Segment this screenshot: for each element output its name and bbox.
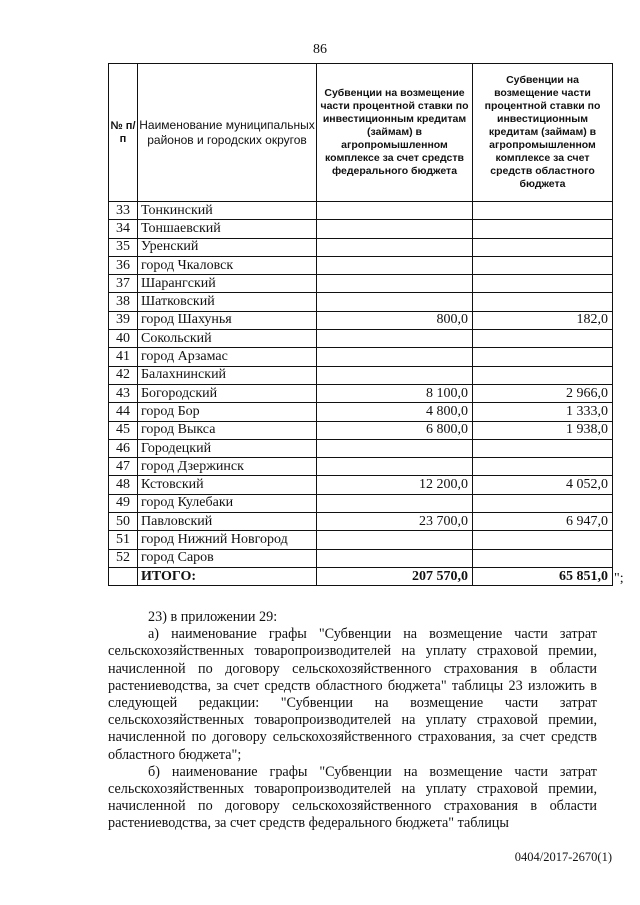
cell-number: 44 [109, 403, 138, 421]
cell-regional-value [473, 330, 613, 348]
cell-number: 33 [109, 202, 138, 220]
cell-federal-value: 800,0 [317, 311, 473, 329]
cell-regional-value [473, 275, 613, 293]
table-row [109, 494, 613, 512]
header-municipality-name: Наименование муниципальных районов и городских округов [138, 64, 317, 202]
header-federal-subsidy: Субвенции на возмещение части процентной ставки по инвестиционным кредитам (займам) в агропромышленном комплексе за счет средств федерального бюджета [317, 64, 473, 202]
cell-number: 42 [109, 366, 138, 384]
total-cell-number [109, 567, 138, 585]
cell-number: 50 [109, 513, 138, 531]
cell-federal-value [317, 494, 473, 512]
cell-municipality: город Кулебаки [138, 494, 317, 512]
cell-federal-value [317, 220, 473, 238]
amendment-paragraph: 23) в приложении 29: [148, 609, 278, 625]
cell-number: 51 [109, 531, 138, 549]
table-row [109, 330, 613, 348]
cell-number: 43 [109, 384, 138, 402]
cell-regional-value [473, 293, 613, 311]
cell-federal-value [317, 293, 473, 311]
table-row [109, 202, 613, 220]
table-row [109, 220, 613, 238]
cell-regional-value: 6 947,0 [473, 513, 613, 531]
cell-federal-value [317, 439, 473, 457]
table-row [109, 531, 613, 549]
cell-municipality: город Бор [138, 403, 317, 421]
page-number: 86 [313, 42, 327, 57]
amendment-paragraph: б) наименование графы "Субвенции на возмещение части затрат сельскохозяйственных товаропроизводителей на уплату страховой премии, начисленной по договору сельскохозяйственного страхования в области растениеводства, за счет средств федерального бюджета" таблицы [108, 763, 597, 832]
table-row [109, 348, 613, 366]
table-row [109, 421, 613, 439]
cell-municipality: Городецкий [138, 439, 317, 457]
cell-federal-value: 8 100,0 [317, 384, 473, 402]
cell-regional-value: 4 052,0 [473, 476, 613, 494]
cell-regional-value [473, 202, 613, 220]
cell-number: 40 [109, 330, 138, 348]
cell-municipality: Тоншаевский [138, 220, 317, 238]
cell-municipality: город Арзамас [138, 348, 317, 366]
cell-municipality: город Нижний Новгород [138, 531, 317, 549]
cell-number: 37 [109, 275, 138, 293]
cell-federal-value [317, 238, 473, 256]
cell-number: 46 [109, 439, 138, 457]
cell-municipality: Сокольский [138, 330, 317, 348]
cell-federal-value [317, 531, 473, 549]
cell-federal-value: 6 800,0 [317, 421, 473, 439]
cell-regional-value [473, 256, 613, 274]
cell-municipality: Павловский [138, 513, 317, 531]
document-code: 0404/2017-2670(1) [514, 850, 612, 864]
cell-regional-value [473, 494, 613, 512]
table-row [109, 293, 613, 311]
cell-number: 35 [109, 238, 138, 256]
cell-federal-value [317, 275, 473, 293]
cell-municipality: Шатковский [138, 293, 317, 311]
cell-number: 34 [109, 220, 138, 238]
total-cell-regional-value: 65 851,0 [473, 567, 613, 585]
cell-regional-value [473, 366, 613, 384]
cell-regional-value [473, 348, 613, 366]
table-body [109, 202, 613, 586]
total-cell-municipality: ИТОГО: [138, 567, 317, 585]
table-row [109, 275, 613, 293]
cell-municipality: город Саров [138, 549, 317, 567]
cell-federal-value [317, 366, 473, 384]
cell-regional-value [473, 458, 613, 476]
cell-federal-value [317, 549, 473, 567]
cell-municipality: Уренский [138, 238, 317, 256]
cell-number: 39 [109, 311, 138, 329]
subsidies-table [108, 63, 613, 586]
cell-federal-value: 4 800,0 [317, 403, 473, 421]
cell-number: 47 [109, 458, 138, 476]
cell-federal-value [317, 256, 473, 274]
table-row [109, 458, 613, 476]
amendment-paragraph: а) наименование графы "Субвенции на возмещение части затрат сельскохозяйственных товаропроизводителей на уплату страховой премии, начисленной по договору сельскохозяйственного страхования в области растениеводства, за счет средств областного бюджета" таблицы 23 изложить в следующей редакции: "Субвенции на возмещение части затрат сельскохозяйственных товаропроизводителей на уплату страховой премии, начисленной по договору сельскохозяйственного страхования, за счет средств областного бюджета"; [108, 626, 597, 763]
cell-municipality: город Дзержинск [138, 458, 317, 476]
cell-regional-value [473, 238, 613, 256]
cell-municipality: Шарангский [138, 275, 317, 293]
total-row [109, 567, 613, 585]
cell-federal-value: 23 700,0 [317, 513, 473, 531]
table-row [109, 256, 613, 274]
cell-municipality: город Выкса [138, 421, 317, 439]
table-row [109, 476, 613, 494]
cell-number: 38 [109, 293, 138, 311]
header-number: № п/п [109, 64, 138, 202]
cell-municipality: Богородский [138, 384, 317, 402]
amendment-text [108, 609, 597, 833]
cell-municipality: город Шахунья [138, 311, 317, 329]
table-row [109, 439, 613, 457]
cell-federal-value: 12 200,0 [317, 476, 473, 494]
cell-municipality: Тонкинский [138, 202, 317, 220]
cell-regional-value [473, 220, 613, 238]
cell-municipality: город Чкаловск [138, 256, 317, 274]
header-regional-subsidy: Субвенции на возмещение части процентной ставки по инвестиционным кредитам (займам) в агропромышленном комплексе за счет средств областного бюджета [473, 64, 613, 202]
cell-number: 48 [109, 476, 138, 494]
cell-regional-value: 1 938,0 [473, 421, 613, 439]
cell-federal-value [317, 458, 473, 476]
cell-regional-value [473, 439, 613, 457]
cell-municipality: Балахнинский [138, 366, 317, 384]
cell-number: 49 [109, 494, 138, 512]
cell-regional-value [473, 531, 613, 549]
table-row [109, 311, 613, 329]
table-end-quote: "; [614, 571, 624, 586]
table-row [109, 403, 613, 421]
total-cell-federal-value: 207 570,0 [317, 567, 473, 585]
table-row [109, 238, 613, 256]
cell-number: 45 [109, 421, 138, 439]
cell-number: 41 [109, 348, 138, 366]
cell-municipality: Кстовский [138, 476, 317, 494]
cell-number: 52 [109, 549, 138, 567]
cell-regional-value: 1 333,0 [473, 403, 613, 421]
cell-number: 36 [109, 256, 138, 274]
cell-regional-value: 2 966,0 [473, 384, 613, 402]
cell-federal-value [317, 330, 473, 348]
cell-federal-value [317, 202, 473, 220]
cell-regional-value [473, 549, 613, 567]
cell-regional-value: 182,0 [473, 311, 613, 329]
table-row [109, 549, 613, 567]
cell-federal-value [317, 348, 473, 366]
table-row [109, 384, 613, 402]
table-row [109, 513, 613, 531]
table-row [109, 366, 613, 384]
table-header-row [109, 64, 613, 202]
